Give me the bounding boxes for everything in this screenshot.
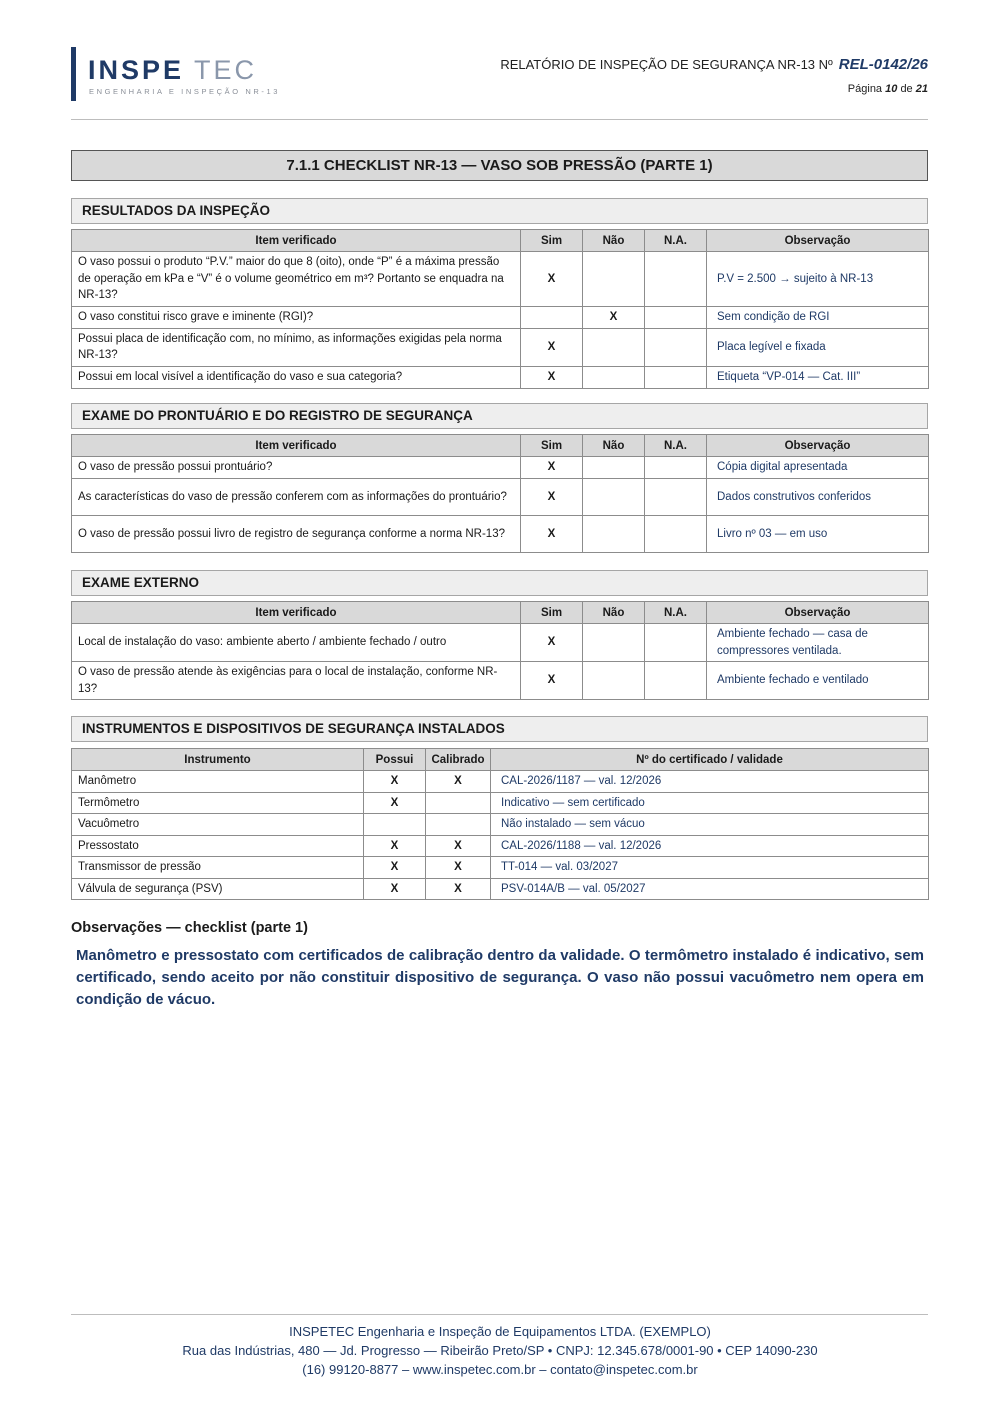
obs-cell: P.V = 2.500 → sujeito à NR-13: [707, 252, 929, 307]
sim-cell: X: [521, 457, 583, 479]
possui-cell: X: [364, 878, 426, 900]
col-header-sim: Sim: [521, 602, 583, 624]
obs-cell: Cópia digital apresentada: [707, 457, 929, 479]
observations-text: Manômetro e pressostato com certificados de calibração dentro da validade. O termômetro instalado é indicativo, sem certificado, sendo aceito por não constituir dispositivo de segurança. O vaso não possui vacuômetro nem opera em condição de vácuo.: [76, 947, 924, 1008]
col-header-possui: Possui: [364, 749, 426, 771]
page-of: de: [900, 83, 913, 95]
page-indicator: [848, 83, 928, 95]
obs-cell: Ambiente fechado e ventilado: [707, 662, 929, 700]
instrument-name: Transmissor de pressão: [72, 857, 364, 879]
checklist-title: 7.1.1 CHECKLIST NR-13 — VASO SOB PRESSÃO (PARTE 1): [71, 150, 928, 181]
possui-cell: X: [364, 771, 426, 793]
calibrado-cell: [426, 814, 491, 836]
obs-cell: Sem condição de RGI: [707, 306, 929, 328]
table-header-row: [72, 602, 929, 624]
col-header-calibrado: Calibrado: [426, 749, 491, 771]
na-cell: [645, 624, 707, 662]
logo-wordmark: [88, 55, 257, 86]
obs-cell: Livro nº 03 — em uso: [707, 516, 929, 553]
table-row: [72, 662, 929, 700]
instrument-name: Pressostato: [72, 835, 364, 857]
na-cell: [645, 328, 707, 366]
col-header-item: Item verificado: [72, 230, 521, 252]
table-row: [72, 814, 929, 836]
nao-cell: [583, 479, 645, 516]
footer-address: Rua das Indústrias, 480 — Jd. Progresso — Ribeirão Preto/SP • CNPJ: 12.345.678/0001-90 • CEP 14090-230: [182, 1343, 818, 1358]
instruments-table: [71, 748, 929, 900]
possui-cell: X: [364, 792, 426, 814]
footer-divider: [71, 1314, 928, 1315]
na-cell: [645, 479, 707, 516]
page-total: 21: [915, 83, 928, 95]
col-header-item: Item verificado: [72, 602, 521, 624]
obs-cell: Dados construtivos conferidos: [707, 479, 929, 516]
table-header-row: [72, 230, 929, 252]
sim-cell: X: [521, 624, 583, 662]
certificate-cell: CAL-2026/1187 — val. 12/2026: [491, 771, 929, 793]
table-row: [72, 328, 929, 366]
logo-accent: TEC: [194, 55, 258, 85]
item-cell: As características do vaso de pressão conferem com as informações do prontuário?: [72, 479, 521, 516]
item-cell: Possui placa de identificação com, no mínimo, as informações exigidas pela norma NR-13?: [72, 328, 521, 366]
checklist-table-results: [71, 229, 929, 389]
table-row: [72, 792, 929, 814]
table-row: [72, 624, 929, 662]
col-header-na: N.A.: [645, 435, 707, 457]
table-row: [72, 479, 929, 516]
table-row: [72, 771, 929, 793]
table-row: [72, 366, 929, 388]
col-header-na: N.A.: [645, 230, 707, 252]
sim-cell: X: [521, 252, 583, 307]
nao-cell: [583, 457, 645, 479]
sim-cell: [521, 306, 583, 328]
footer-contact: (16) 99120-8877 – www.inspetec.com.br – contato@inspetec.com.br: [302, 1362, 698, 1377]
table-row: [72, 516, 929, 553]
logo-main: INSPE: [88, 55, 185, 85]
table-row: [72, 878, 929, 900]
section-heading-instruments: INSTRUMENTOS E DISPOSITIVOS DE SEGURANÇA INSTALADOS: [71, 716, 928, 742]
na-cell: [645, 366, 707, 388]
logo-subtitle: ENGENHARIA E INSPEÇÃO NR-13: [89, 87, 281, 96]
instrument-name: Válvula de segurança (PSV): [72, 878, 364, 900]
sim-cell: X: [521, 366, 583, 388]
col-header-obs: Observação: [707, 230, 929, 252]
certificate-cell: CAL-2026/1188 — val. 12/2026: [491, 835, 929, 857]
sim-cell: X: [521, 662, 583, 700]
calibrado-cell: [426, 792, 491, 814]
table-row: [72, 457, 929, 479]
col-header-nao: Não: [583, 602, 645, 624]
possui-cell: X: [364, 857, 426, 879]
obs-cell: Ambiente fechado — casa de compressores ventilada.: [707, 624, 929, 662]
na-cell: [645, 457, 707, 479]
report-number: REL-0142/26: [838, 56, 928, 73]
item-cell: Possui em local visível a identificação do vaso e sua categoria?: [72, 366, 521, 388]
item-cell: Local de instalação do vaso: ambiente aberto / ambiente fechado / outro: [72, 624, 521, 662]
certificate-cell: Não instalado — sem vácuo: [491, 814, 929, 836]
certificate-cell: TT-014 — val. 03/2027: [491, 857, 929, 879]
sim-cell: X: [521, 328, 583, 366]
section-heading-external: EXAME EXTERNO: [71, 570, 928, 596]
report-title-text: RELATÓRIO DE INSPEÇÃO DE SEGURANÇA NR-13 Nº: [500, 57, 833, 72]
item-cell: O vaso constitui risco grave e iminente (RGI)?: [72, 306, 521, 328]
na-cell: [645, 662, 707, 700]
item-cell: O vaso possui o produto “P.V.” maior do que 8 (oito), onde “P” é a máxima pressão de operação em kPa e “V” é o volume geométrico em m³? Portanto se enquadra na NR-13?: [72, 252, 521, 307]
na-cell: [645, 306, 707, 328]
col-header-obs: Observação: [707, 435, 929, 457]
na-cell: [645, 516, 707, 553]
col-header-item: Item verificado: [72, 435, 521, 457]
na-cell: [645, 252, 707, 307]
section-heading-prontuario: EXAME DO PRONTUÁRIO E DO REGISTRO DE SEGURANÇA: [71, 403, 928, 429]
col-header-certificate: Nº do certificado / validade: [491, 749, 929, 771]
col-header-sim: Sim: [521, 230, 583, 252]
col-header-sim: Sim: [521, 435, 583, 457]
page-label: Página: [847, 83, 883, 95]
nao-cell: [583, 662, 645, 700]
instrument-name: Vacuômetro: [72, 814, 364, 836]
page-current: 10: [885, 83, 898, 95]
calibrado-cell: X: [426, 835, 491, 857]
nao-cell: [583, 328, 645, 366]
col-header-na: N.A.: [645, 602, 707, 624]
col-header-instrument: Instrumento: [72, 749, 364, 771]
obs-cell: Placa legível e fixada: [707, 328, 929, 366]
nao-cell: [583, 252, 645, 307]
nao-cell: [583, 516, 645, 553]
calibrado-cell: X: [426, 771, 491, 793]
item-cell: O vaso de pressão possui prontuário?: [72, 457, 521, 479]
certificate-cell: PSV-014A/B — val. 05/2027: [491, 878, 929, 900]
instrument-name: Termômetro: [72, 792, 364, 814]
sim-cell: X: [521, 479, 583, 516]
checklist-table-prontuario: [71, 434, 929, 553]
table-row: [72, 252, 929, 307]
observations-title: Observações — checklist (parte 1): [71, 920, 308, 936]
sim-cell: X: [521, 516, 583, 553]
item-cell: O vaso de pressão atende às exigências para o local de instalação, conforme NR-13?: [72, 662, 521, 700]
section-heading-results: RESULTADOS DA INSPEÇÃO: [71, 198, 928, 224]
item-cell: O vaso de pressão possui livro de registro de segurança conforme a norma NR-13?: [72, 516, 521, 553]
footer-company: INSPETEC Engenharia e Inspeção de Equipamentos LTDA. (EXEMPLO): [289, 1324, 711, 1339]
nao-cell: X: [583, 306, 645, 328]
logo-bar: [71, 47, 76, 101]
checklist-table-external: [71, 601, 929, 700]
possui-cell: [364, 814, 426, 836]
table-row: [72, 306, 929, 328]
instrument-name: Manômetro: [72, 771, 364, 793]
calibrado-cell: X: [426, 857, 491, 879]
col-header-obs: Observação: [707, 602, 929, 624]
calibrado-cell: X: [426, 878, 491, 900]
nao-cell: [583, 366, 645, 388]
table-row: [72, 835, 929, 857]
header-divider: [71, 119, 928, 120]
col-header-nao: Não: [583, 230, 645, 252]
certificate-cell: Indicativo — sem certificado: [491, 792, 929, 814]
col-header-nao: Não: [583, 435, 645, 457]
obs-cell: Etiqueta “VP-014 — Cat. III”: [707, 366, 929, 388]
report-title: [500, 56, 928, 73]
possui-cell: X: [364, 835, 426, 857]
table-header-row: [72, 435, 929, 457]
table-header-row: [72, 749, 929, 771]
table-row: [72, 857, 929, 879]
nao-cell: [583, 624, 645, 662]
